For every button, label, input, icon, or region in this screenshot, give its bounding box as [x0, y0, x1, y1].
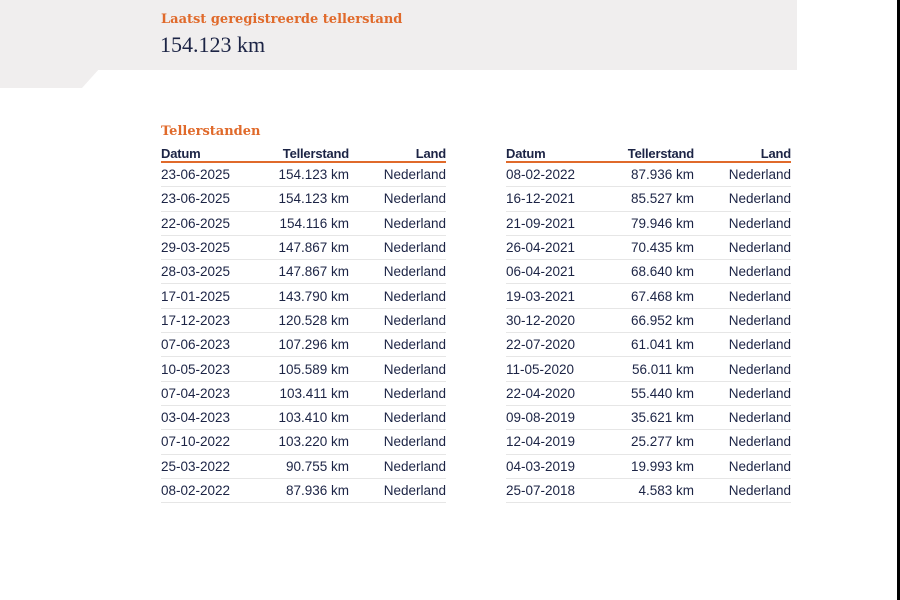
odometer-cell: 55.440 km [602, 381, 694, 405]
column-header-odometer: Tellerstand [602, 146, 694, 162]
country-cell: Nederland [694, 284, 791, 308]
country-cell: Nederland [694, 260, 791, 284]
date-cell: 22-06-2025 [161, 211, 257, 235]
odometer-cell: 19.993 km [602, 454, 694, 478]
date-cell: 06-04-2021 [506, 260, 602, 284]
table-row [161, 308, 446, 332]
odometer-cell: 66.952 km [602, 308, 694, 332]
date-cell: 30-12-2020 [506, 308, 602, 332]
date-cell: 21-09-2021 [506, 211, 602, 235]
table-row [506, 235, 791, 259]
table-row [161, 454, 446, 478]
date-cell: 08-02-2022 [161, 478, 257, 502]
table-row [506, 478, 791, 502]
readings-table-left [161, 146, 446, 503]
country-cell: Nederland [349, 284, 446, 308]
odometer-cell: 87.936 km [257, 478, 349, 502]
table-row [161, 405, 446, 429]
country-cell: Nederland [694, 333, 791, 357]
odometer-cell: 79.946 km [602, 211, 694, 235]
table-row [506, 430, 791, 454]
table-row [161, 381, 446, 405]
table-row [506, 357, 791, 381]
date-cell: 23-06-2025 [161, 187, 257, 211]
country-cell: Nederland [694, 405, 791, 429]
odometer-cell: 4.583 km [602, 478, 694, 502]
odometer-cell: 87.936 km [602, 162, 694, 187]
table-row [506, 187, 791, 211]
table-header-row [161, 146, 446, 162]
column-header-country: Land [694, 146, 791, 162]
country-cell: Nederland [694, 211, 791, 235]
odometer-cell: 61.041 km [602, 333, 694, 357]
table-row [506, 381, 791, 405]
country-cell: Nederland [349, 333, 446, 357]
odometer-cell: 143.790 km [257, 284, 349, 308]
odometer-cell: 25.277 km [602, 430, 694, 454]
odometer-cell: 103.411 km [257, 381, 349, 405]
table-row [161, 333, 446, 357]
odometer-cell: 103.220 km [257, 430, 349, 454]
date-cell: 19-03-2021 [506, 284, 602, 308]
table-row [161, 478, 446, 502]
country-cell: Nederland [349, 478, 446, 502]
country-cell: Nederland [349, 308, 446, 332]
table-header-row [506, 146, 791, 162]
odometer-cell: 103.410 km [257, 405, 349, 429]
date-cell: 23-06-2025 [161, 162, 257, 187]
date-cell: 07-10-2022 [161, 430, 257, 454]
date-cell: 07-04-2023 [161, 381, 257, 405]
country-cell: Nederland [694, 430, 791, 454]
country-cell: Nederland [694, 187, 791, 211]
odometer-cell: 120.528 km [257, 308, 349, 332]
table-row [506, 405, 791, 429]
country-cell: Nederland [694, 235, 791, 259]
date-cell: 07-06-2023 [161, 333, 257, 357]
odometer-cell: 35.621 km [602, 405, 694, 429]
country-cell: Nederland [349, 162, 446, 187]
odometer-cell: 90.755 km [257, 454, 349, 478]
date-cell: 08-02-2022 [506, 162, 602, 187]
table-row [161, 284, 446, 308]
table-row [506, 454, 791, 478]
country-cell: Nederland [349, 211, 446, 235]
table-row [506, 308, 791, 332]
date-cell: 22-04-2020 [506, 381, 602, 405]
last-reading-label: Laatst geregistreerde tellerstand [161, 12, 403, 27]
table-row [161, 162, 446, 187]
country-cell: Nederland [694, 308, 791, 332]
odometer-cell: 147.867 km [257, 260, 349, 284]
date-cell: 10-05-2023 [161, 357, 257, 381]
odometer-cell: 70.435 km [602, 235, 694, 259]
table-row [161, 430, 446, 454]
country-cell: Nederland [349, 381, 446, 405]
country-cell: Nederland [694, 381, 791, 405]
table-row [161, 187, 446, 211]
date-cell: 25-07-2018 [506, 478, 602, 502]
country-cell: Nederland [349, 454, 446, 478]
date-cell: 29-03-2025 [161, 235, 257, 259]
date-cell: 04-03-2019 [506, 454, 602, 478]
country-cell: Nederland [694, 478, 791, 502]
odometer-cell: 67.468 km [602, 284, 694, 308]
odometer-cell: 68.640 km [602, 260, 694, 284]
date-cell: 11-05-2020 [506, 357, 602, 381]
header-band [0, 0, 797, 70]
date-cell: 17-12-2023 [161, 308, 257, 332]
column-header-date: Datum [161, 146, 257, 162]
table-row [161, 260, 446, 284]
country-cell: Nederland [694, 454, 791, 478]
odometer-cell: 105.589 km [257, 357, 349, 381]
table-row [161, 211, 446, 235]
country-cell: Nederland [349, 430, 446, 454]
header-tab-shape [0, 68, 100, 88]
country-cell: Nederland [349, 235, 446, 259]
table-row [161, 235, 446, 259]
date-cell: 09-08-2019 [506, 405, 602, 429]
last-reading-value: 154.123 km [160, 32, 266, 57]
date-cell: 12-04-2019 [506, 430, 602, 454]
date-cell: 03-04-2023 [161, 405, 257, 429]
country-cell: Nederland [694, 162, 791, 187]
country-cell: Nederland [349, 187, 446, 211]
readings-table-right [506, 146, 791, 503]
date-cell: 28-03-2025 [161, 260, 257, 284]
readings-title: Tellerstanden [161, 124, 261, 139]
date-cell: 16-12-2021 [506, 187, 602, 211]
table-row [506, 333, 791, 357]
table-row [506, 211, 791, 235]
table-row [506, 260, 791, 284]
table-row [161, 357, 446, 381]
date-cell: 22-07-2020 [506, 333, 602, 357]
date-cell: 26-04-2021 [506, 235, 602, 259]
odometer-cell: 85.527 km [602, 187, 694, 211]
odometer-cell: 154.123 km [257, 162, 349, 187]
country-cell: Nederland [349, 260, 446, 284]
table-row [506, 162, 791, 187]
country-cell: Nederland [349, 357, 446, 381]
odometer-cell: 154.123 km [257, 187, 349, 211]
column-header-date: Datum [506, 146, 602, 162]
odometer-cell: 154.116 km [257, 211, 349, 235]
column-header-country: Land [349, 146, 446, 162]
table-row [506, 284, 791, 308]
country-cell: Nederland [349, 405, 446, 429]
date-cell: 17-01-2025 [161, 284, 257, 308]
date-cell: 25-03-2022 [161, 454, 257, 478]
country-cell: Nederland [694, 357, 791, 381]
odometer-cell: 56.011 km [602, 357, 694, 381]
odometer-cell: 107.296 km [257, 333, 349, 357]
odometer-cell: 147.867 km [257, 235, 349, 259]
column-header-odometer: Tellerstand [257, 146, 349, 162]
